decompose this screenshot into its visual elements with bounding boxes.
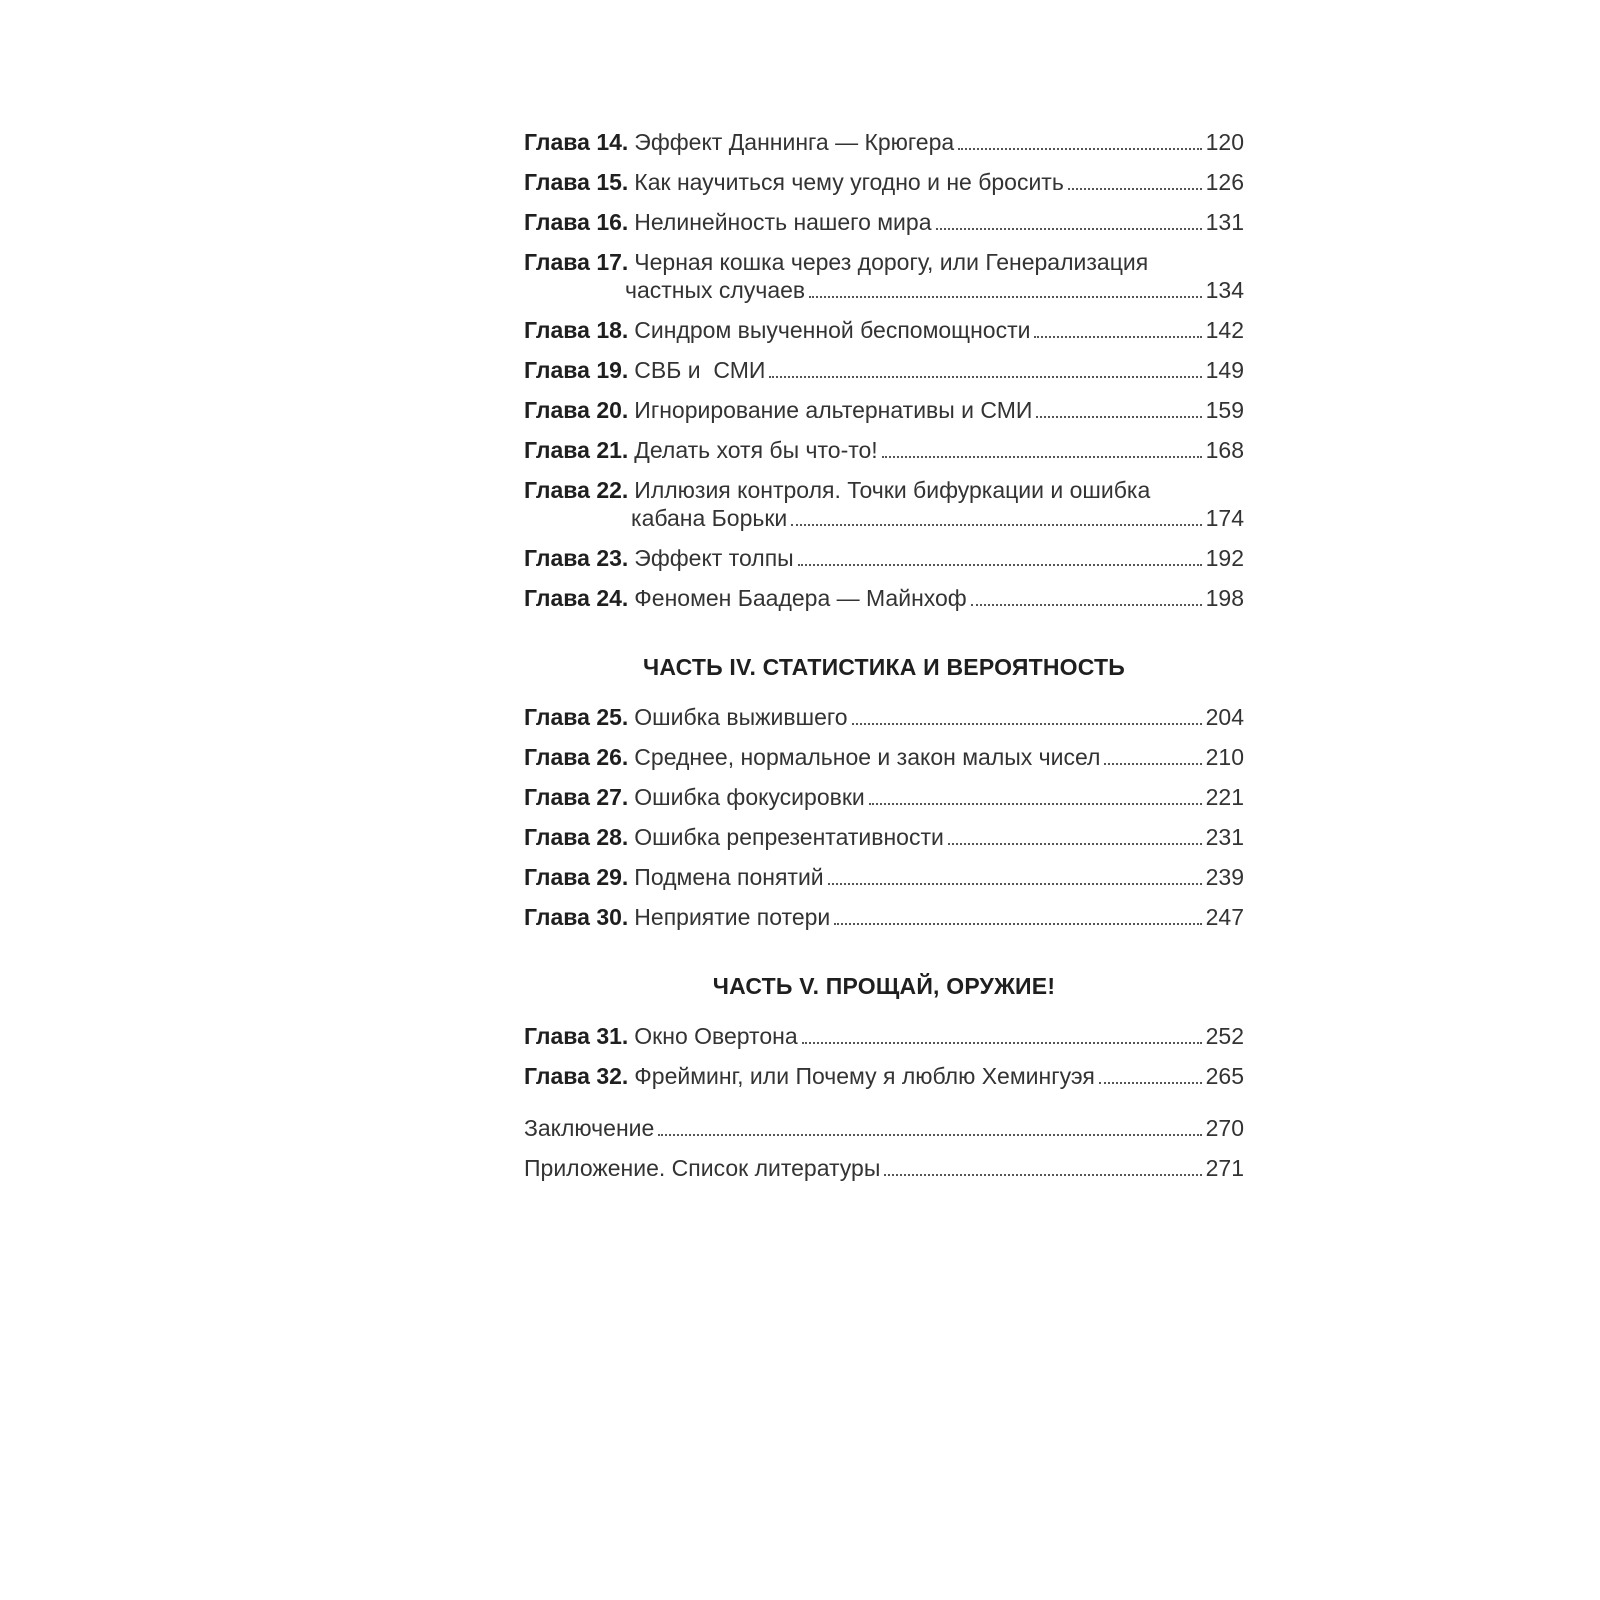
chapter-label: Глава 32. [524, 1063, 629, 1089]
page-number: 192 [1205, 545, 1244, 571]
chapter-title: Ошибка фокусировки [634, 784, 865, 810]
chapter-title: Неприятие потери [634, 904, 831, 930]
page-number: 131 [1205, 209, 1244, 235]
page-number: 142 [1205, 317, 1244, 343]
chapter-title-line-1: Черная кошка через дорогу, или Генерализация [634, 249, 1149, 275]
chapter-title: Ошибка выжившего [634, 704, 848, 730]
dot-leader [958, 148, 1201, 150]
part-5-heading: ЧАСТЬ V. ПРОЩАЙ, ОРУЖИЕ! [712, 973, 1056, 999]
chapter-label: Глава 17. [524, 249, 629, 275]
chapter-title: Окно Овертона [634, 1023, 798, 1049]
page-number: 168 [1205, 437, 1244, 463]
page-number: 221 [1205, 784, 1244, 810]
chapter-label: Глава 27. [524, 784, 629, 810]
toc-entry-chapter-25[interactable] [524, 703, 1244, 731]
toc-entry-chapter-23[interactable] [524, 544, 1244, 572]
chapter-title: Феномен Баадера — Майнхоф [634, 585, 967, 611]
dot-leader [828, 883, 1202, 885]
chapter-label: Глава 31. [524, 1023, 629, 1049]
dot-leader [936, 228, 1202, 230]
chapter-label: Глава 25. [524, 704, 629, 730]
chapter-label: Глава 16. [524, 209, 629, 235]
chapter-title-line-2: частных случаев [625, 277, 806, 303]
page-number: 210 [1205, 744, 1244, 770]
toc-entry-chapter-31[interactable] [524, 1022, 1244, 1050]
chapter-title: Нелинейность нашего мира [634, 209, 932, 235]
dot-leader [1104, 763, 1201, 765]
page-number: 252 [1205, 1023, 1244, 1049]
page-number: 265 [1205, 1063, 1244, 1089]
chapter-title: СВБ и СМИ [634, 357, 766, 383]
page-number: 271 [1205, 1155, 1244, 1181]
dot-leader [769, 376, 1201, 378]
table-of-contents [524, 128, 1244, 1182]
chapter-label: Глава 24. [524, 585, 629, 611]
toc-entry-chapter-21[interactable] [524, 436, 1244, 464]
chapter-label: Глава 22. [524, 477, 629, 503]
toc-entry-chapter-17[interactable] [524, 248, 1244, 304]
page-number: 247 [1205, 904, 1244, 930]
toc-entry-chapter-32[interactable] [524, 1062, 1244, 1090]
page-number: 231 [1205, 824, 1244, 850]
chapter-title: Делать хотя бы что-то! [634, 437, 878, 463]
chapter-title: Игнорирование альтернативы и СМИ [634, 397, 1033, 423]
chapter-title-line-1: Иллюзия контроля. Точки бифуркации и ошибка [634, 477, 1151, 503]
page-number: 134 [1205, 277, 1244, 303]
toc-entry-chapter-28[interactable] [524, 823, 1244, 851]
chapter-label: Глава 18. [524, 317, 629, 343]
dot-leader [869, 803, 1202, 805]
chapter-title: Синдром выученной беспомощности [634, 317, 1031, 343]
toc-entry-chapter-26[interactable] [524, 743, 1244, 771]
page-number: 149 [1205, 357, 1244, 383]
chapter-title-line-2: кабана Борьки [631, 505, 788, 531]
chapter-label: Глава 28. [524, 824, 629, 850]
toc-entry-appendix[interactable] [524, 1154, 1244, 1182]
toc-entry-chapter-20[interactable] [524, 396, 1244, 424]
toc-entry-chapter-27[interactable] [524, 783, 1244, 811]
dot-leader [809, 296, 1201, 298]
chapter-label: Глава 21. [524, 437, 629, 463]
dot-leader [1036, 416, 1201, 418]
dot-leader [791, 524, 1201, 526]
dot-leader [834, 923, 1201, 925]
part5-entries [524, 1022, 1244, 1182]
page-number: 174 [1205, 505, 1244, 531]
back-matter-title: Приложение. Список литературы [524, 1155, 881, 1181]
dot-leader [798, 564, 1202, 566]
chapter-label: Глава 29. [524, 864, 629, 890]
chapter-title: Как научиться чему угодно и не бросить [634, 169, 1064, 195]
chapter-title: Эффект Даннинга — Крюгера [634, 129, 955, 155]
chapter-title: Подмена понятий [634, 864, 824, 890]
toc-entry-chapter-14[interactable] [524, 128, 1244, 156]
dot-leader [971, 604, 1202, 606]
chapter-title: Эффект толпы [634, 545, 794, 571]
toc-entry-chapter-29[interactable] [524, 863, 1244, 891]
page-number: 198 [1205, 585, 1244, 611]
dot-leader [948, 843, 1202, 845]
part4-entries [524, 703, 1244, 931]
chapter-label: Глава 23. [524, 545, 629, 571]
chapter-label: Глава 19. [524, 357, 629, 383]
page-number: 204 [1205, 704, 1244, 730]
chapter-label: Глава 20. [524, 397, 629, 423]
dot-leader [1099, 1082, 1202, 1084]
page-number: 239 [1205, 864, 1244, 890]
dot-leader [882, 456, 1202, 458]
dot-leader [884, 1174, 1201, 1176]
dot-leader [802, 1042, 1202, 1044]
chapter-title: Ошибка репрезентативности [634, 824, 944, 850]
toc-entry-chapter-15[interactable] [524, 168, 1244, 196]
page-number: 159 [1205, 397, 1244, 423]
toc-entry-conclusion[interactable] [524, 1114, 1244, 1142]
toc-entry-chapter-24[interactable] [524, 584, 1244, 612]
toc-entry-chapter-16[interactable] [524, 208, 1244, 236]
chapter-label: Глава 30. [524, 904, 629, 930]
dot-leader [852, 723, 1202, 725]
page-number: 120 [1205, 129, 1244, 155]
page-number: 270 [1205, 1115, 1244, 1141]
chapter-title: Фрейминг, или Почему я люблю Хемингуэя [634, 1063, 1095, 1089]
chapter-label: Глава 15. [524, 169, 629, 195]
part3-entries [524, 128, 1244, 612]
chapter-label: Глава 14. [524, 129, 629, 155]
dot-leader [1068, 188, 1202, 190]
toc-entry-chapter-18[interactable] [524, 316, 1244, 344]
dot-leader [1034, 336, 1201, 338]
dot-leader [658, 1134, 1201, 1136]
chapter-title: Среднее, нормальное и закон малых чисел [634, 744, 1101, 770]
chapter-label: Глава 26. [524, 744, 629, 770]
toc-entry-chapter-19[interactable] [524, 356, 1244, 384]
back-matter-title: Заключение [524, 1115, 655, 1141]
part-4-heading: ЧАСТЬ IV. СТАТИСТИКА И ВЕРОЯТНОСТЬ [643, 654, 1125, 680]
page-number: 126 [1205, 169, 1244, 195]
toc-entry-chapter-22[interactable] [524, 476, 1244, 532]
toc-entry-chapter-30[interactable] [524, 903, 1244, 931]
